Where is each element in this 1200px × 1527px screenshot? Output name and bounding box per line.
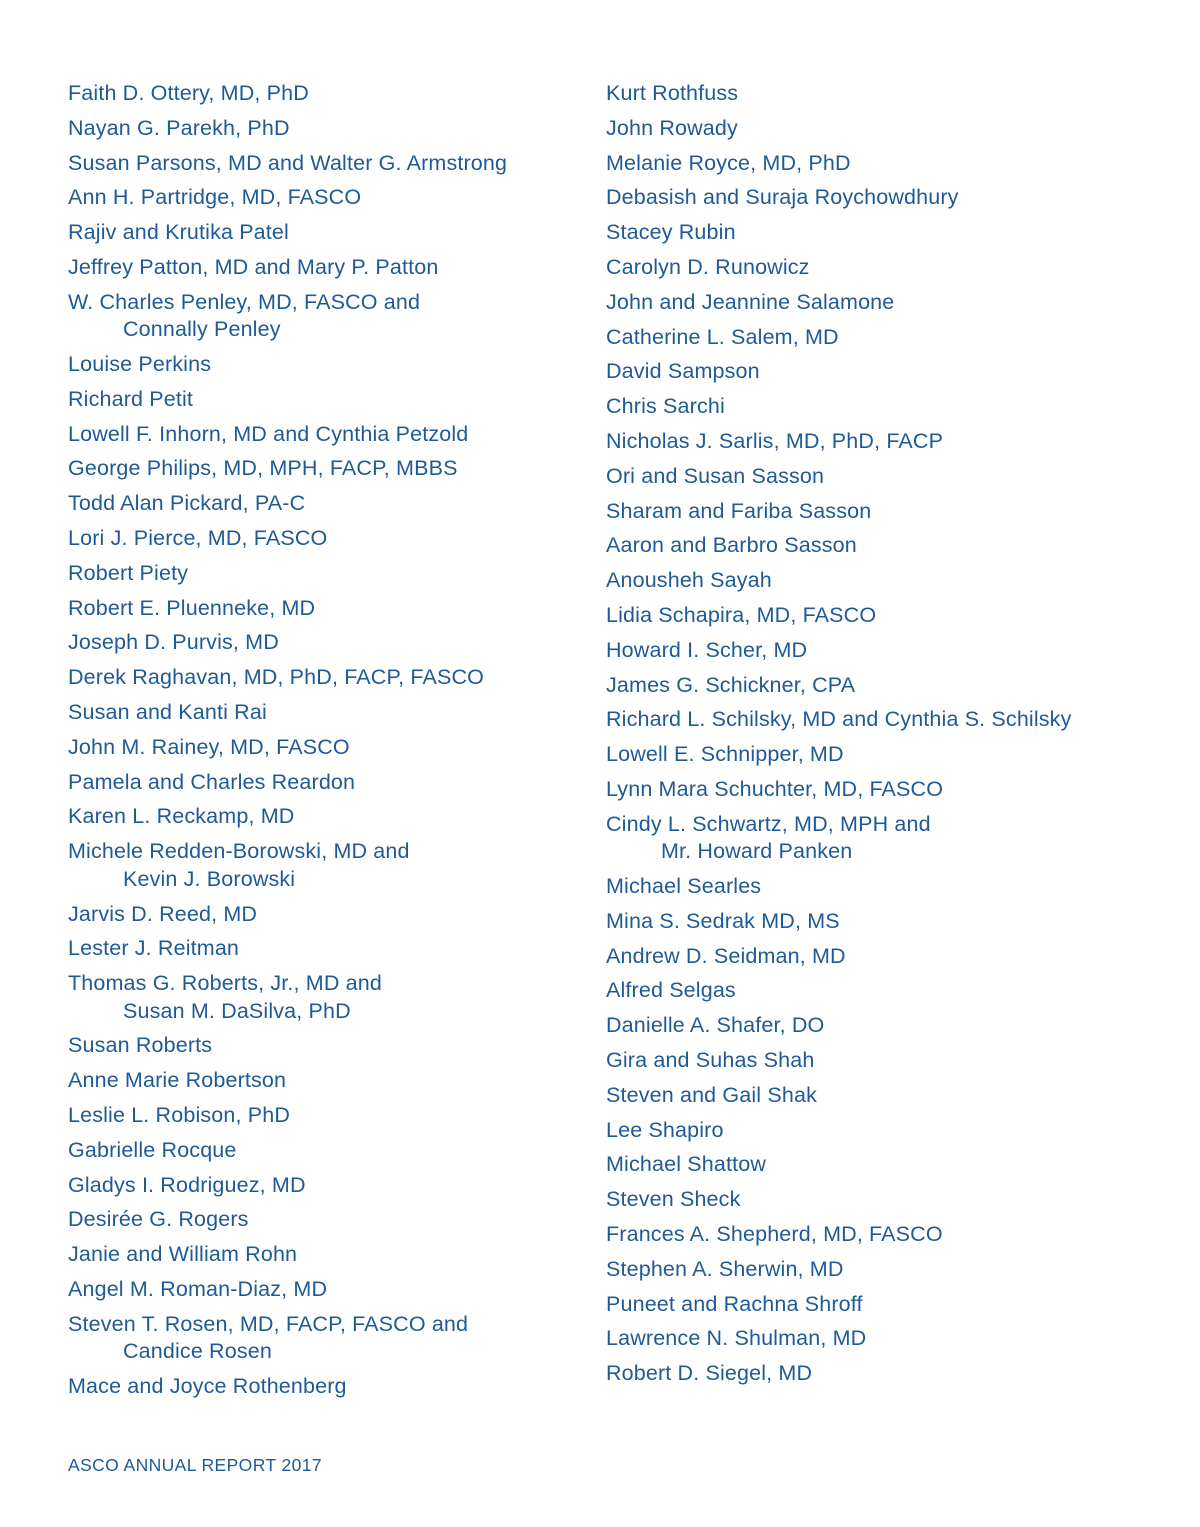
donor-name: Chris Sarchi xyxy=(606,394,725,419)
donor-name: Steven and Gail Shak xyxy=(606,1082,817,1107)
donor-name: Steven T. Rosen, MD, FACP, FASCO and xyxy=(68,1311,469,1336)
donor-name: Melanie Royce, MD, PhD xyxy=(606,150,851,175)
donor-name: John and Jeannine Salamone xyxy=(606,289,895,314)
donor-entry xyxy=(606,150,1166,178)
donor-name: Lee Shapiro xyxy=(606,1117,724,1142)
donor-entry xyxy=(68,421,578,449)
donor-name: Gira and Suhas Shah xyxy=(606,1048,815,1073)
donor-entry xyxy=(606,1117,1166,1145)
donor-name: Debasish and Suraja Roychowdhury xyxy=(606,185,959,210)
donor-entry xyxy=(606,254,1166,282)
donor-entry xyxy=(606,393,1166,421)
donor-name: Ori and Susan Sasson xyxy=(606,463,825,488)
donor-entry xyxy=(68,289,578,344)
donor-name: Danielle A. Shafer, DO xyxy=(606,1013,825,1038)
donor-entry xyxy=(68,351,578,379)
donor-entry xyxy=(68,80,578,108)
donor-name: Rajiv and Krutika Patel xyxy=(68,220,289,245)
donor-name-continuation: Mr. Howard Panken xyxy=(661,839,853,864)
donor-entry xyxy=(606,1047,1166,1075)
donor-entry xyxy=(606,602,1166,630)
donor-entry xyxy=(606,498,1166,526)
donor-entry xyxy=(68,386,578,414)
donor-name: Angel M. Roman-Diaz, MD xyxy=(68,1277,328,1301)
donor-entry xyxy=(68,970,578,1025)
donor-entry xyxy=(606,637,1166,665)
donor-entry xyxy=(68,1206,578,1234)
donor-name: Gabrielle Rocque xyxy=(68,1137,237,1162)
donor-entry xyxy=(68,1172,578,1200)
donor-entry xyxy=(606,776,1166,804)
donor-entry xyxy=(68,560,578,588)
donor-name: Karen L. Reckamp, MD xyxy=(68,804,295,829)
donor-entry xyxy=(68,455,578,483)
donor-name: Lowell E. Schnipper, MD xyxy=(606,742,844,767)
donor-entry xyxy=(68,935,578,963)
donor-name: Sharam and Fariba Sasson xyxy=(606,498,872,523)
donor-entry xyxy=(606,1221,1166,1249)
page-footer: ASCO ANNUAL REPORT 2017 xyxy=(68,1455,322,1475)
donor-name: Todd Alan Pickard, PA-C xyxy=(68,491,306,516)
donor-entry xyxy=(68,901,578,929)
donor-entry xyxy=(606,1256,1166,1284)
donor-name: Lidia Schapira, MD, FASCO xyxy=(606,602,877,627)
donor-name: David Sampson xyxy=(606,359,760,384)
donor-name: Stephen A. Sherwin, MD xyxy=(606,1256,844,1281)
donor-name: Lester J. Reitman xyxy=(68,936,240,961)
donor-name: Gladys I. Rodriguez, MD xyxy=(68,1172,306,1197)
donor-name: Kurt Rothfuss xyxy=(606,81,739,105)
donor-name: Lawrence N. Shulman, MD xyxy=(606,1326,867,1351)
donor-entry xyxy=(68,1311,578,1366)
donor-name-continuation: Candice Rosen xyxy=(123,1339,272,1364)
donor-name: Michele Redden-Borowski, MD and xyxy=(68,839,410,864)
donor-name: W. Charles Penley, MD, FASCO and xyxy=(68,289,421,314)
donor-entry xyxy=(68,1032,578,1060)
donor-name: Steven Sheck xyxy=(606,1187,741,1212)
donor-name: Richard Petit xyxy=(68,386,194,411)
donor-name: Stacey Rubin xyxy=(606,220,736,245)
donor-name: Carolyn D. Runowicz xyxy=(606,254,810,279)
donor-name: Robert D. Siegel, MD xyxy=(606,1361,813,1386)
donor-name: Catherine L. Salem, MD xyxy=(606,324,839,349)
donor-entry xyxy=(68,184,578,212)
donor-entry xyxy=(68,1102,578,1130)
donor-entry xyxy=(68,150,578,178)
donor-name: John Rowady xyxy=(606,115,738,140)
donor-name: Nayan G. Parekh, PhD xyxy=(68,115,290,140)
donor-name: George Philips, MD, MPH, FACP, MBBS xyxy=(68,456,458,481)
donor-name: John M. Rainey, MD, FASCO xyxy=(68,734,350,759)
donor-name: Mina S. Sedrak MD, MS xyxy=(606,908,840,933)
donor-name: James G. Schickner, CPA xyxy=(606,672,856,697)
donor-name: Janie and William Rohn xyxy=(68,1242,298,1267)
donor-name: Frances A. Shepherd, MD, FASCO xyxy=(606,1222,943,1246)
donor-entry xyxy=(68,803,578,831)
donor-name: Lowell F. Inhorn, MD and Cynthia Petzold xyxy=(68,421,469,446)
donor-entry xyxy=(606,943,1166,971)
donor-entry xyxy=(606,1082,1166,1110)
donor-name: Joseph D. Purvis, MD xyxy=(68,630,279,655)
donor-entry xyxy=(606,908,1166,936)
donor-name: Mace and Joyce Rothenberg xyxy=(68,1374,347,1399)
donor-name: Richard L. Schilsky, MD and Cynthia S. Schilsky xyxy=(606,707,1072,732)
donor-entry xyxy=(606,80,1166,108)
donor-entry xyxy=(68,254,578,282)
donor-name: Anousheh Sayah xyxy=(606,568,772,593)
donor-entry xyxy=(606,811,1166,866)
donor-name: Michael Searles xyxy=(606,874,762,899)
donor-name: Derek Raghavan, MD, PhD, FACP, FASCO xyxy=(68,665,485,690)
donor-entry xyxy=(68,699,578,727)
donor-entry xyxy=(68,1276,578,1304)
donor-name: Alfred Selgas xyxy=(606,978,736,1003)
donor-entry xyxy=(606,428,1166,456)
donor-name: Cindy L. Schwartz, MD, MPH and xyxy=(606,811,931,836)
donor-entry xyxy=(606,706,1166,734)
donor-entry xyxy=(68,769,578,797)
donor-name: Lori J. Pierce, MD, FASCO xyxy=(68,526,328,551)
donor-name: Lynn Mara Schuchter, MD, FASCO xyxy=(606,776,944,801)
donor-entry xyxy=(606,219,1166,247)
donor-name: Nicholas J. Sarlis, MD, PhD, FACP xyxy=(606,428,944,453)
donor-name: Robert Piety xyxy=(68,560,189,585)
donor-entry xyxy=(606,977,1166,1005)
donor-entry xyxy=(606,1325,1166,1353)
donor-list-left-column xyxy=(68,80,578,1408)
donor-name-continuation: Susan M. DaSilva, PhD xyxy=(123,998,351,1023)
donor-entry xyxy=(606,741,1166,769)
donor-name-continuation: Kevin J. Borowski xyxy=(123,866,296,891)
donor-entry xyxy=(606,672,1166,700)
donor-entry xyxy=(606,289,1166,317)
donor-entry xyxy=(68,115,578,143)
donor-name: Susan Parsons, MD and Walter G. Armstrong xyxy=(68,150,508,175)
donor-entry xyxy=(606,184,1166,212)
donor-entry xyxy=(606,1186,1166,1214)
donor-name: Louise Perkins xyxy=(68,352,212,377)
donor-entry xyxy=(68,734,578,762)
donor-entry xyxy=(606,1360,1166,1388)
donor-name: Michael Shattow xyxy=(606,1152,766,1177)
donor-entry xyxy=(68,629,578,657)
donor-entry xyxy=(606,532,1166,560)
donor-list-right-column xyxy=(606,80,1166,1395)
donor-entry xyxy=(606,567,1166,595)
donor-name: Robert E. Pluenneke, MD xyxy=(68,595,316,620)
donor-name: Puneet and Rachna Shroff xyxy=(606,1291,863,1316)
donor-name: Thomas G. Roberts, Jr., MD and xyxy=(68,971,382,996)
donor-name: Leslie L. Robison, PhD xyxy=(68,1103,291,1128)
donor-name: Anne Marie Robertson xyxy=(68,1068,287,1093)
donor-name: Andrew D. Seidman, MD xyxy=(606,943,846,968)
donor-entry xyxy=(68,219,578,247)
donor-entry xyxy=(68,1373,578,1401)
donor-name: Aaron and Barbro Sasson xyxy=(606,533,857,558)
donor-entry xyxy=(68,1137,578,1165)
donor-entry xyxy=(606,115,1166,143)
donor-entry xyxy=(68,525,578,553)
donor-name: Ann H. Partridge, MD, FASCO xyxy=(68,185,362,210)
donor-entry xyxy=(606,1151,1166,1179)
donor-entry xyxy=(606,463,1166,491)
donor-entry xyxy=(68,490,578,518)
donor-entry xyxy=(68,664,578,692)
donor-name: Jarvis D. Reed, MD xyxy=(68,901,258,926)
donor-entry xyxy=(68,1241,578,1269)
donor-entry xyxy=(68,1067,578,1095)
donor-name: Jeffrey Patton, MD and Mary P. Patton xyxy=(68,254,439,279)
donor-entry xyxy=(606,1012,1166,1040)
donor-entry xyxy=(606,1291,1166,1319)
donor-name-continuation: Connally Penley xyxy=(123,317,281,342)
donor-name: Desirée G. Rogers xyxy=(68,1207,249,1232)
donor-entry xyxy=(606,324,1166,352)
donor-name: Pamela and Charles Reardon xyxy=(68,769,356,794)
donor-entry xyxy=(68,595,578,623)
donor-name: Howard I. Scher, MD xyxy=(606,637,808,662)
donor-entry xyxy=(606,358,1166,386)
donor-entry xyxy=(606,873,1166,901)
donor-name: Faith D. Ottery, MD, PhD xyxy=(68,81,309,105)
donor-entry xyxy=(68,838,578,893)
donor-name: Susan and Kanti Rai xyxy=(68,700,267,725)
donor-name: Susan Roberts xyxy=(68,1033,213,1058)
